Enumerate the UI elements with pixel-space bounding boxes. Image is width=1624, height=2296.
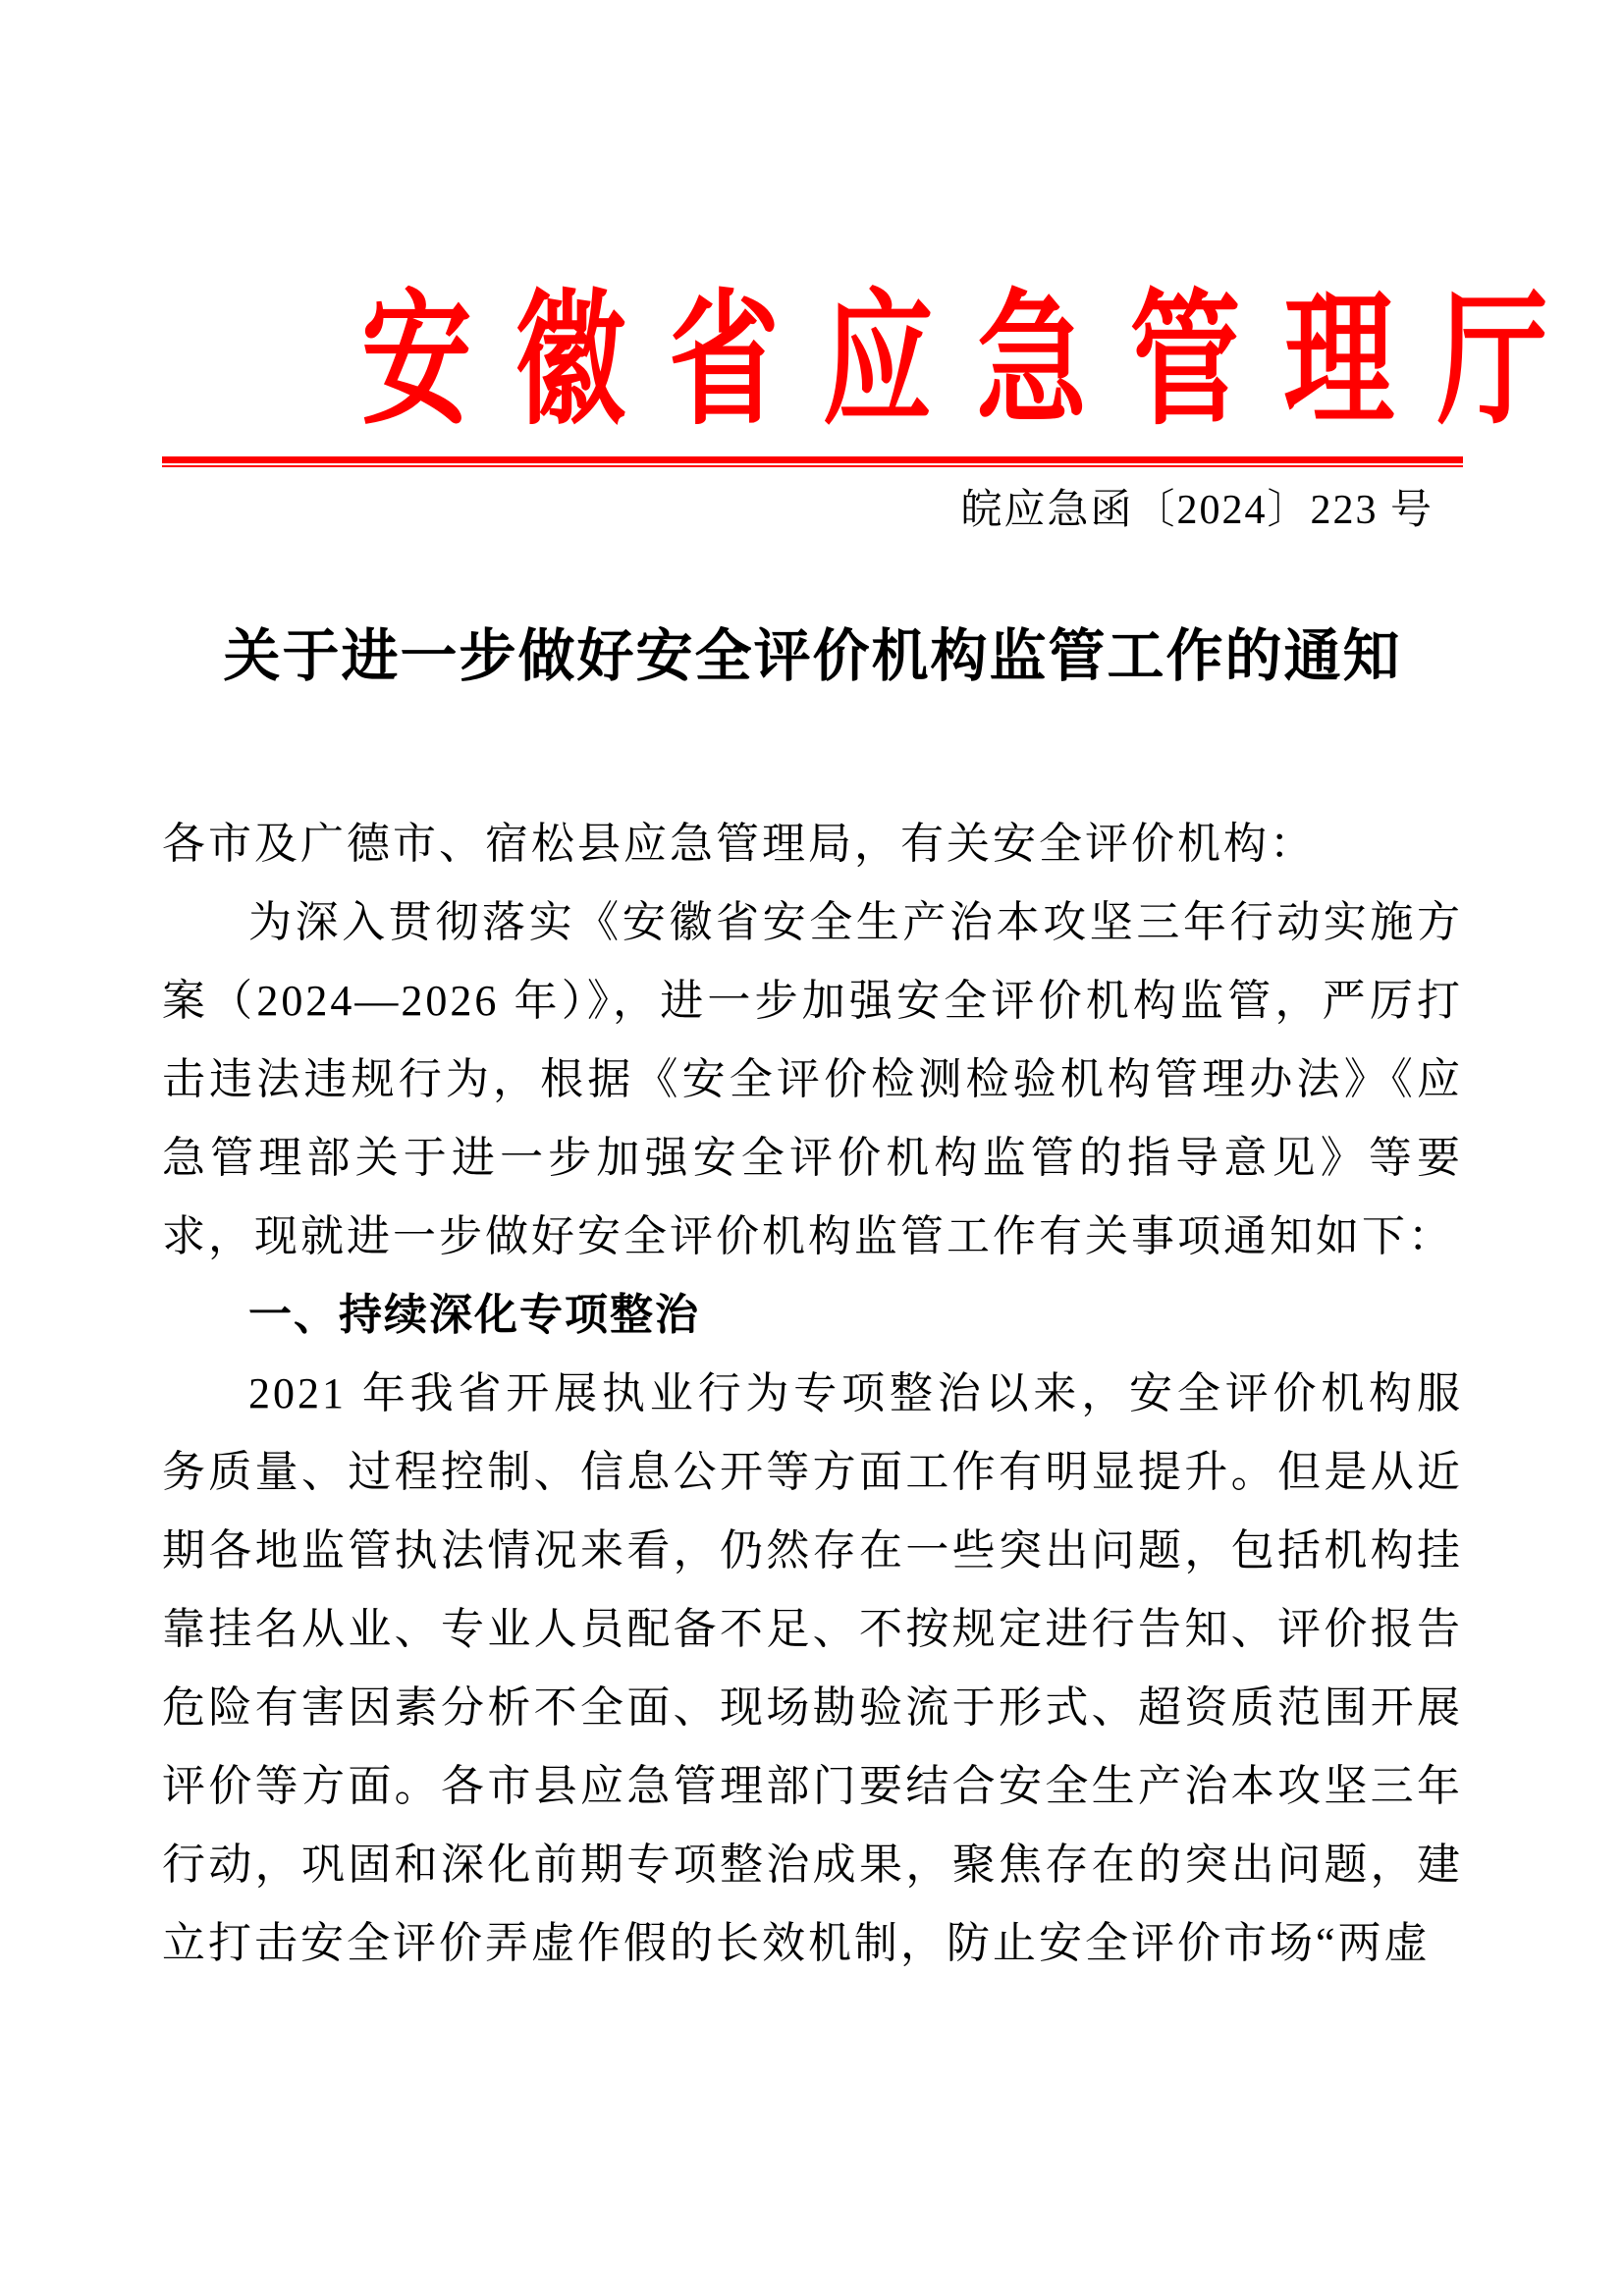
section-1-paragraph: 2021 年我省开展执业行为专项整治以来，安全评价机构服务质量、过程控制、信息公开等方面工作有明显提升。但是从近期各地监管执法情况来看，仍然存在一些突出问题，包括机构挂靠挂名从业、专业人员配备不足、不按规定进行告知、评价报告危险有害因素分析不全面、现场勘验流于形式、超资质范围开展评价等方面。各市县应急管理部门要结合安全生产治本攻坚三年行动，巩固和深化前期专项整治成果，聚焦存在的突出问题，建立打击安全评价弄虚作假的长效机制，防止安全评价市场“两虚 bbox=[162, 1369, 1463, 1968]
notice-body bbox=[162, 805, 1463, 1983]
intro-paragraph: 为深入贯彻落实《安徽省安全生产治本攻坚三年行动实施方案（2024—2026 年）》，进一步加强安全评价机构监管，严厉打击违法违规行为，根据《安全评价检测检验机构管理办法》《应急管理部关于进一步加强安全评价机构监管的指导意见》等要求，现就进一步做好安全评价机构监管工作有关事项通知如下： bbox=[162, 898, 1463, 1261]
agency-title: 安徽省应急管理厅 bbox=[361, 282, 1592, 443]
letterhead bbox=[162, 282, 1592, 534]
divider-thick-line bbox=[162, 456, 1463, 463]
divider-thin-line bbox=[162, 465, 1463, 467]
notice-title: 关于进一步做好安全评价机构监管工作的通知 bbox=[223, 624, 1402, 689]
doc-number: 皖应急函〔2024〕223 号 bbox=[960, 488, 1434, 534]
salutation: 各市及广德市、宿松县应急管理局，有关安全评价机构： bbox=[162, 820, 1316, 869]
section-1-heading: 一、持续深化专项整治 bbox=[248, 1291, 700, 1340]
letterhead-divider bbox=[162, 456, 1463, 467]
